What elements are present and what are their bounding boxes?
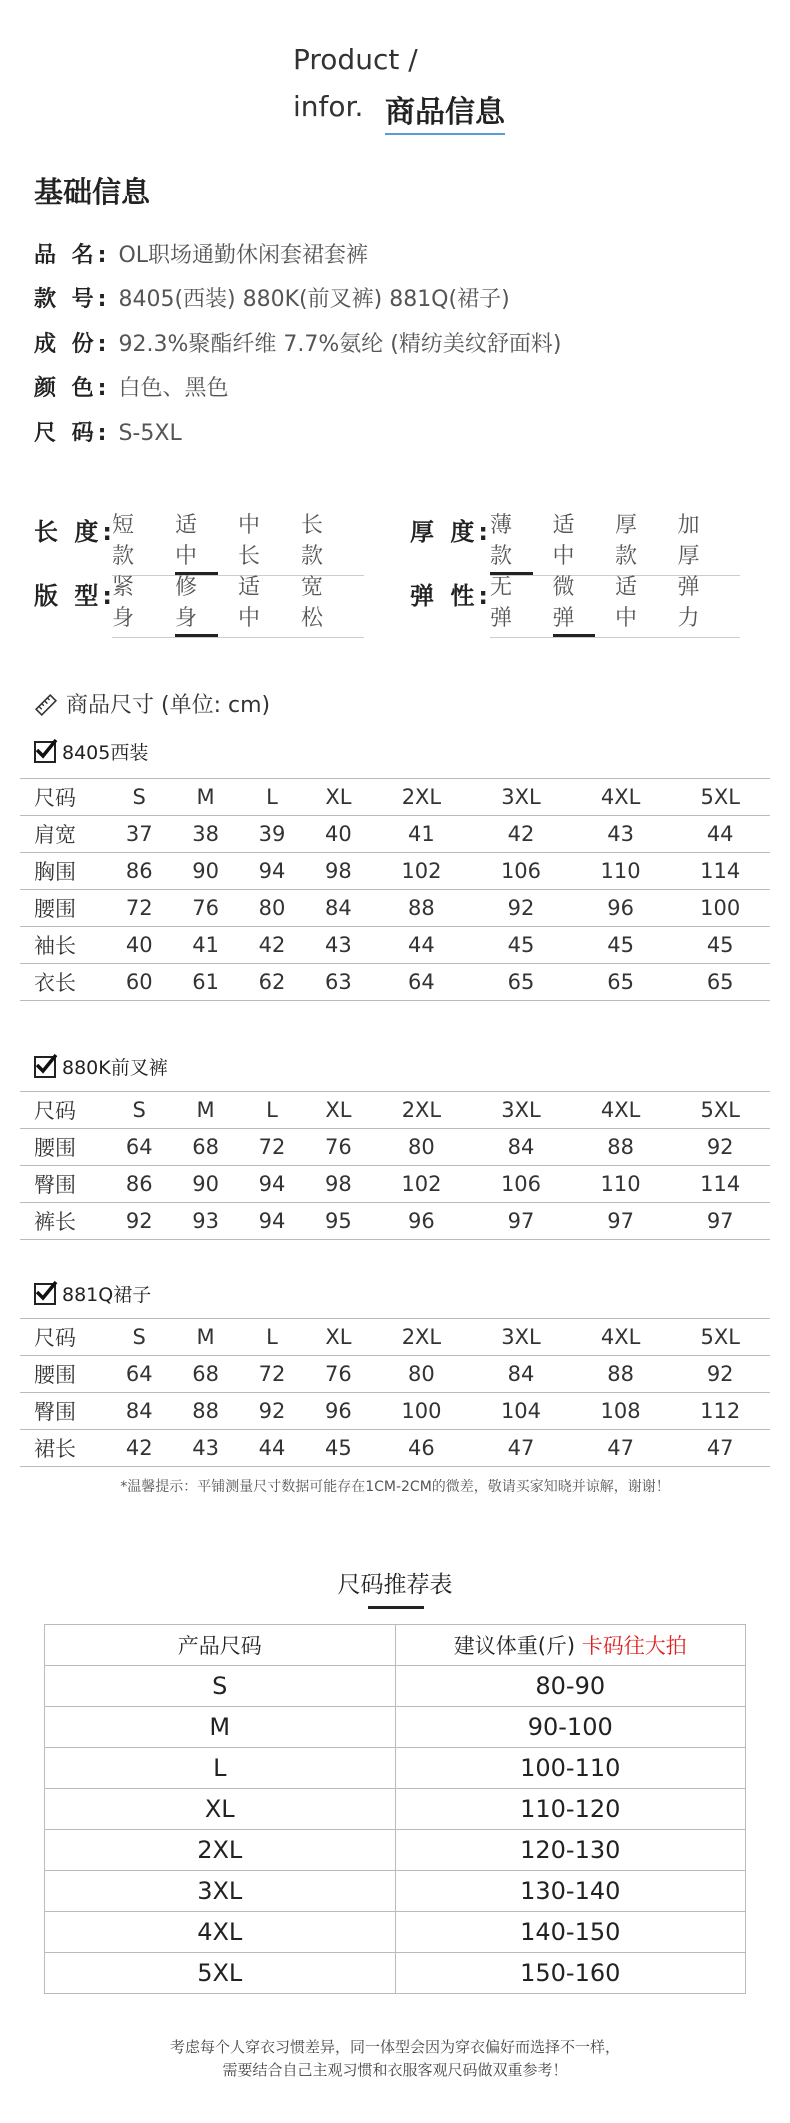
cell: 92 xyxy=(471,890,571,927)
cell: 42 xyxy=(471,816,571,853)
cell: 袖长 xyxy=(20,927,106,964)
cell: 76 xyxy=(172,890,238,927)
cell: 104 xyxy=(471,1393,571,1430)
header-weight-label: 建议体重(斤) xyxy=(453,1634,576,1658)
basic-info-heading: 基础信息 xyxy=(34,175,151,209)
cell: 80 xyxy=(372,1129,472,1166)
cell: L xyxy=(45,1748,396,1789)
cell: XL xyxy=(305,1319,371,1356)
cell: 44 xyxy=(670,816,770,853)
cell: M xyxy=(45,1707,396,1748)
cell: 106 xyxy=(471,853,571,890)
attr-thickness-label xyxy=(410,512,492,547)
cell: 86 xyxy=(106,853,172,890)
cell: 46 xyxy=(372,1430,472,1467)
cell: 68 xyxy=(172,1356,238,1393)
cell: 97 xyxy=(670,1203,770,1240)
cell: 112 xyxy=(670,1393,770,1430)
option-tight: 紧身 xyxy=(112,575,135,631)
info-key: 款 号: xyxy=(34,287,111,312)
cell: 72 xyxy=(239,1356,305,1393)
table-row xyxy=(20,1166,770,1203)
cell: 65 xyxy=(571,964,671,1001)
cell: 43 xyxy=(305,927,371,964)
option-slight-stretch-selected: 微弹 xyxy=(553,570,596,637)
size-note: 卡码往大拍 xyxy=(581,1634,687,1658)
cell: 41 xyxy=(372,816,472,853)
cell: 90 xyxy=(172,1166,238,1203)
cell: 43 xyxy=(172,1430,238,1467)
cell: 68 xyxy=(172,1129,238,1166)
cell: 2XL xyxy=(372,1092,472,1129)
cell: 裙长 xyxy=(20,1430,106,1467)
cell: 38 xyxy=(172,816,238,853)
cell: 40 xyxy=(305,816,371,853)
cell: 胸围 xyxy=(20,853,106,890)
cell: 4XL xyxy=(571,779,671,816)
header-cell: 产品尺码 xyxy=(45,1625,396,1666)
table-row xyxy=(20,964,770,1001)
cell: 76 xyxy=(305,1129,371,1166)
cell: S xyxy=(106,1319,172,1356)
attr-length-options xyxy=(112,508,364,576)
cell: 72 xyxy=(239,1129,305,1166)
cell: M xyxy=(172,1319,238,1356)
cell: 4XL xyxy=(45,1912,396,1953)
cell: 100 xyxy=(372,1393,472,1430)
cell: 92 xyxy=(670,1356,770,1393)
option-thick: 厚款 xyxy=(615,513,638,569)
attr-elastic-options xyxy=(490,570,740,638)
cell: 尺码 xyxy=(20,779,106,816)
cell: 3XL xyxy=(471,1319,571,1356)
cell: 98 xyxy=(305,1166,371,1203)
table-row xyxy=(45,1748,746,1789)
table-row xyxy=(20,1393,770,1430)
cell: 94 xyxy=(239,853,305,890)
size-table-pants xyxy=(20,1091,770,1240)
cell: 臀围 xyxy=(20,1166,106,1203)
cell: 97 xyxy=(471,1203,571,1240)
info-row-material xyxy=(34,327,561,358)
table-row xyxy=(45,1789,746,1830)
option-regular: 适中 xyxy=(238,575,261,631)
cell: 110-120 xyxy=(395,1789,746,1830)
table-row xyxy=(45,1707,746,1748)
cell: 102 xyxy=(372,1166,472,1203)
cell: L xyxy=(239,779,305,816)
header-en-line2: infor. xyxy=(293,90,364,123)
cell: 102 xyxy=(372,853,472,890)
info-key: 颜 色: xyxy=(34,376,111,401)
option-moderate-selected: 适中 xyxy=(175,508,218,575)
cell: 96 xyxy=(571,890,671,927)
cell: 37 xyxy=(106,816,172,853)
header-cell-weight xyxy=(395,1625,746,1666)
table-label-text: 881Q裙子 xyxy=(62,1284,152,1306)
table-label-skirt xyxy=(34,1280,151,1307)
attr-elastic-label xyxy=(410,576,492,611)
option-loose: 宽松 xyxy=(301,575,324,631)
cell: 41 xyxy=(172,927,238,964)
info-row-name xyxy=(34,238,368,269)
cell: 44 xyxy=(239,1430,305,1467)
footer-note xyxy=(0,2036,790,2082)
attr-thickness-options xyxy=(490,508,740,576)
cell: 94 xyxy=(239,1166,305,1203)
cell: 84 xyxy=(471,1356,571,1393)
cell: 尺码 xyxy=(20,1092,106,1129)
cell: 92 xyxy=(239,1393,305,1430)
cell: 衣长 xyxy=(20,964,106,1001)
cell: 45 xyxy=(471,927,571,964)
attr-length-label xyxy=(34,512,116,547)
attr-key: 版 型: xyxy=(34,582,116,610)
cell: M xyxy=(172,779,238,816)
footer-line-1: 考虑每个人穿衣习惯差异，同一体型会因为穿衣偏好而选择不一样， xyxy=(169,2038,620,2056)
table-label-pants xyxy=(34,1053,168,1080)
table-row xyxy=(45,1953,746,1994)
option-mid-length: 中长 xyxy=(238,513,261,569)
info-row-color xyxy=(34,371,228,402)
cell: 94 xyxy=(239,1203,305,1240)
cell: 90 xyxy=(172,853,238,890)
cell: L xyxy=(239,1319,305,1356)
footer-line-2: 需要结合自己主观习惯和衣服客观尺码做双重参考！ xyxy=(222,2061,568,2079)
option-stretch: 弹力 xyxy=(677,575,700,631)
table-row xyxy=(20,890,770,927)
info-value: 白色、黑色 xyxy=(118,376,229,401)
cell: 63 xyxy=(305,964,371,1001)
option-extra-thick: 加厚 xyxy=(677,513,700,569)
cell: 肩宽 xyxy=(20,816,106,853)
table-row xyxy=(20,779,770,816)
cell: 80 xyxy=(239,890,305,927)
cell: 88 xyxy=(172,1393,238,1430)
cell: XL xyxy=(45,1789,396,1830)
cell: XL xyxy=(305,1092,371,1129)
cell: 65 xyxy=(471,964,571,1001)
cell: 42 xyxy=(106,1430,172,1467)
recommend-title-underline xyxy=(368,1606,424,1609)
table-row xyxy=(20,1319,770,1356)
cell: 43 xyxy=(571,816,671,853)
cell: 腰围 xyxy=(20,1356,106,1393)
cell: 86 xyxy=(106,1166,172,1203)
table-row xyxy=(20,1356,770,1393)
cell: 2XL xyxy=(372,779,472,816)
cell: 92 xyxy=(106,1203,172,1240)
cell: 腰围 xyxy=(20,890,106,927)
cell: 2XL xyxy=(372,1319,472,1356)
table-row xyxy=(20,927,770,964)
cell: 84 xyxy=(471,1129,571,1166)
measurement-tip: *温馨提示：平铺测量尺寸数据可能存在1CM-2CM的微差，敬请买家知晓并谅解，谢谢！ xyxy=(120,1479,670,1495)
cell: 88 xyxy=(571,1129,671,1166)
info-value: 92.3%聚酯纤维 7.7%氨纶 (精纺美纹舒面料) xyxy=(118,332,562,357)
info-row-size xyxy=(34,416,182,447)
page-title: 商品信息 xyxy=(385,87,505,135)
cell: 40 xyxy=(106,927,172,964)
table-row xyxy=(45,1666,746,1707)
cell: 5XL xyxy=(670,779,770,816)
cell: 88 xyxy=(571,1356,671,1393)
cell: 3XL xyxy=(45,1871,396,1912)
size-section-title: 商品尺寸 (单位: cm) xyxy=(66,693,271,718)
cell: 47 xyxy=(571,1430,671,1467)
cell: 106 xyxy=(471,1166,571,1203)
info-value: 8405(西装) 880K(前叉裤) 881Q(裙子) xyxy=(118,287,510,312)
cell: 5XL xyxy=(45,1953,396,1994)
cell: 100 xyxy=(670,890,770,927)
info-row-style xyxy=(34,282,510,313)
info-value: S-5XL xyxy=(118,421,182,446)
ruler-icon xyxy=(34,693,56,715)
cell: 61 xyxy=(172,964,238,1001)
attr-fit-label xyxy=(34,576,116,611)
table-row xyxy=(45,1830,746,1871)
info-key: 品 名: xyxy=(34,243,111,268)
cell: 3XL xyxy=(471,1092,571,1129)
info-key: 成 份: xyxy=(34,332,111,357)
cell: 72 xyxy=(106,890,172,927)
cell: 65 xyxy=(670,964,770,1001)
cell: 4XL xyxy=(571,1092,671,1129)
option-slim-selected: 修身 xyxy=(175,570,218,637)
cell: 39 xyxy=(239,816,305,853)
cell: 95 xyxy=(305,1203,371,1240)
option-moderate: 适中 xyxy=(552,513,575,569)
cell: 5XL xyxy=(670,1319,770,1356)
cell: 64 xyxy=(106,1356,172,1393)
table-label-text: 8405西装 xyxy=(62,742,149,764)
table-row xyxy=(45,1625,746,1666)
cell: 64 xyxy=(106,1129,172,1166)
cell: 45 xyxy=(670,927,770,964)
option-no-stretch: 无弹 xyxy=(490,575,513,631)
cell: 3XL xyxy=(471,779,571,816)
cell: 110 xyxy=(571,853,671,890)
checkbox-icon xyxy=(34,1283,56,1305)
table-row xyxy=(20,816,770,853)
cell: 2XL xyxy=(45,1830,396,1871)
cell: 100-110 xyxy=(395,1748,746,1789)
cell: 84 xyxy=(106,1393,172,1430)
cell: 130-140 xyxy=(395,1871,746,1912)
cell: 44 xyxy=(372,927,472,964)
header-en-line1: Product / xyxy=(293,43,418,76)
recommend-title: 尺码推荐表 xyxy=(337,1572,453,1598)
cell: 42 xyxy=(239,927,305,964)
option-short: 短款 xyxy=(112,513,135,569)
attr-key: 弹 性: xyxy=(410,582,492,610)
info-key: 尺 码: xyxy=(34,421,111,446)
attr-key: 厚 度: xyxy=(410,518,492,546)
cell: 90-100 xyxy=(395,1707,746,1748)
cell: 93 xyxy=(172,1203,238,1240)
cell: 96 xyxy=(305,1393,371,1430)
cell: 47 xyxy=(471,1430,571,1467)
cell: 114 xyxy=(670,1166,770,1203)
cell: S xyxy=(45,1666,396,1707)
table-row xyxy=(20,853,770,890)
table-label-text: 880K前叉裤 xyxy=(62,1057,168,1079)
cell: S xyxy=(106,1092,172,1129)
size-section-header xyxy=(34,688,270,719)
cell: 110 xyxy=(571,1166,671,1203)
cell: 80-90 xyxy=(395,1666,746,1707)
recommend-table xyxy=(44,1624,746,1994)
table-row xyxy=(20,1129,770,1166)
cell: 裤长 xyxy=(20,1203,106,1240)
info-value: OL职场通勤休闲套裙套裤 xyxy=(118,243,369,268)
cell: S xyxy=(106,779,172,816)
cell: XL xyxy=(305,779,371,816)
table-row xyxy=(20,1092,770,1129)
option-long: 长款 xyxy=(301,513,324,569)
cell: 108 xyxy=(571,1393,671,1430)
cell: 114 xyxy=(670,853,770,890)
cell: 62 xyxy=(239,964,305,1001)
size-table-suit xyxy=(20,778,770,1001)
cell: 120-130 xyxy=(395,1830,746,1871)
cell: L xyxy=(239,1092,305,1129)
attr-fit-options xyxy=(112,570,364,638)
cell: 88 xyxy=(372,890,472,927)
attr-key: 长 度: xyxy=(34,518,116,546)
cell: 47 xyxy=(670,1430,770,1467)
table-row xyxy=(45,1912,746,1953)
checkbox-icon xyxy=(34,741,56,763)
cell: 96 xyxy=(372,1203,472,1240)
table-row xyxy=(20,1430,770,1467)
cell: M xyxy=(172,1092,238,1129)
table-label-suit xyxy=(34,738,148,765)
cell: 97 xyxy=(571,1203,671,1240)
cell: 腰围 xyxy=(20,1129,106,1166)
cell: 64 xyxy=(372,964,472,1001)
cell: 60 xyxy=(106,964,172,1001)
table-row xyxy=(20,1203,770,1240)
cell: 5XL xyxy=(670,1092,770,1129)
option-thin-selected: 薄款 xyxy=(490,508,533,575)
cell: 98 xyxy=(305,853,371,890)
cell: 92 xyxy=(670,1129,770,1166)
cell: 150-160 xyxy=(395,1953,746,1994)
cell: 尺码 xyxy=(20,1319,106,1356)
size-table-skirt xyxy=(20,1318,770,1467)
checkbox-icon xyxy=(34,1056,56,1078)
cell: 76 xyxy=(305,1356,371,1393)
cell: 臀围 xyxy=(20,1393,106,1430)
table-row xyxy=(45,1871,746,1912)
cell: 140-150 xyxy=(395,1912,746,1953)
cell: 84 xyxy=(305,890,371,927)
cell: 45 xyxy=(571,927,671,964)
cell: 80 xyxy=(372,1356,472,1393)
cell: 45 xyxy=(305,1430,371,1467)
cell: 4XL xyxy=(571,1319,671,1356)
option-moderate-stretch: 适中 xyxy=(615,575,638,631)
